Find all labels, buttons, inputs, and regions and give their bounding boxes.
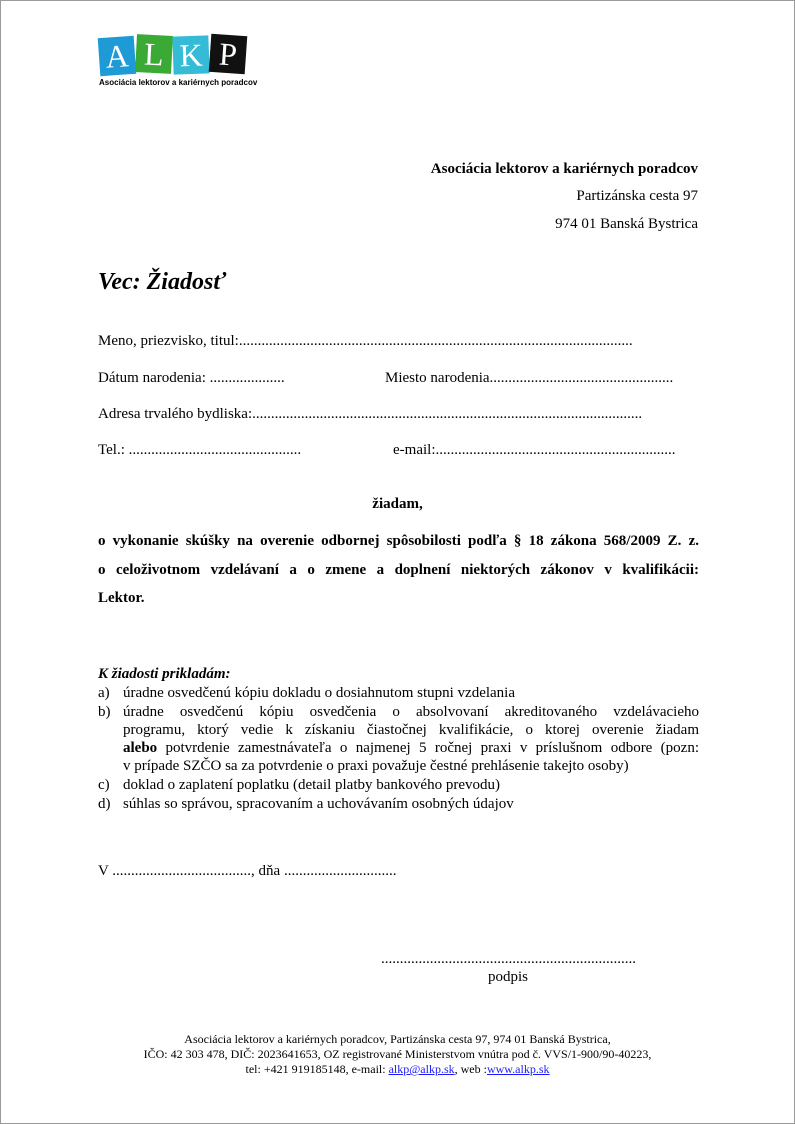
footer-line-1: Asociácia lektorov a kariérnych poradcov, Partizánska cesta 97, 974 01 Banská Bystrica, (184, 1032, 611, 1046)
attachments-heading: K žiadosti prikladám: (98, 666, 231, 682)
attachment-a-text: úradne osvedčenú kópiu dokladu o dosiahnutom stupni vzdelania (123, 685, 515, 701)
logo-tile-l: L (135, 34, 173, 74)
request-heading: žiadam, (372, 496, 423, 512)
subject-title: Vec: Žiadosť (98, 269, 227, 295)
name-field: Meno, priezvisko, titul:......................................................................................................... (98, 333, 633, 349)
attachment-b-line-4: v prípade SZČO sa za potvrdenie o praxi považuje čestné prehlásenie takejto osoby) (123, 758, 629, 774)
footer-contact-prefix: tel: +421 919185148, e-mail: (245, 1062, 389, 1076)
place-date-line: V ....................................., dňa .............................. (98, 863, 397, 879)
address-field: Adresa trvalého bydliska:........................................................................................................ (98, 406, 643, 422)
request-line-2: o celoživotnom vzdelávaní a o zmene a doplnení niektorých zákonov v kvalifikácii: (98, 562, 699, 578)
attachment-d-letter: d) (98, 796, 111, 812)
birth-date-field: Dátum narodenia: .................... (98, 370, 285, 386)
signature-dots: .................................................................... (381, 951, 636, 967)
footer-email-link[interactable]: alkp@alkp.sk (388, 1062, 455, 1076)
attachment-b-line-1: úradne osvedčenú kópiu osvedčenia o absolvovaní akreditovaného vzdelávacieho (123, 704, 699, 720)
attachment-b-letter: b) (98, 704, 111, 720)
attachment-c-letter: c) (98, 777, 110, 793)
logo-tile-p: P (209, 34, 248, 74)
birth-place-field: Miesto narodenia................................................. (385, 370, 674, 386)
phone-field: Tel.: .............................................. (98, 442, 302, 458)
recipient-street: Partizánska cesta 97 (576, 188, 698, 204)
footer-web-link[interactable]: www.alkp.sk (486, 1062, 550, 1076)
request-line-1: o vykonanie skúšky na overenie odbornej spôsobilosti podľa § 18 zákona 568/2009 Z. z. (98, 533, 699, 549)
request-line-3: Lektor. (98, 590, 145, 606)
alkp-logo (99, 35, 259, 91)
logo-letters (99, 35, 247, 75)
email-field: e-mail:................................................................ (393, 442, 676, 458)
attachment-b-line-2: programu, ktorý vedie k získaniu čiastočnej kvalifikácie, o ktorej overenie žiadam (123, 722, 699, 738)
attachment-d-text: súhlas so správou, spracovaním a uchovávaním osobných údajov (123, 796, 514, 812)
logo-tile-k: K (172, 35, 209, 74)
attachment-b-line-3-rest: potvrdenie zamestnávateľa o najmenej 5 ročnej praxi v príslušnom odbore (pozn: (165, 740, 699, 756)
logo-tagline: Asociácia lektorov a kariérnych poradcov (99, 78, 258, 87)
attachment-a-letter: a) (98, 685, 110, 701)
footer-line-2: IČO: 42 303 478, DIČ: 2023641653, OZ registrované Ministerstvom vnútra pod č. VVS/1-900/90-40223, (143, 1047, 652, 1061)
recipient-city: 974 01 Banská Bystrica (555, 216, 698, 232)
logo-tile-a: A (98, 36, 137, 76)
attachment-b-line-3 (123, 740, 699, 757)
footer-web-label: , web : (454, 1062, 487, 1076)
signature-label: podpis (488, 969, 529, 985)
attachment-b-alebo: alebo (123, 740, 158, 756)
footer-line-3 (1, 1062, 794, 1077)
attachment-c-text: doklad o zaplatení poplatku (detail platby bankového prevodu) (123, 777, 500, 793)
recipient-name: Asociácia lektorov a kariérnych poradcov (430, 161, 698, 177)
